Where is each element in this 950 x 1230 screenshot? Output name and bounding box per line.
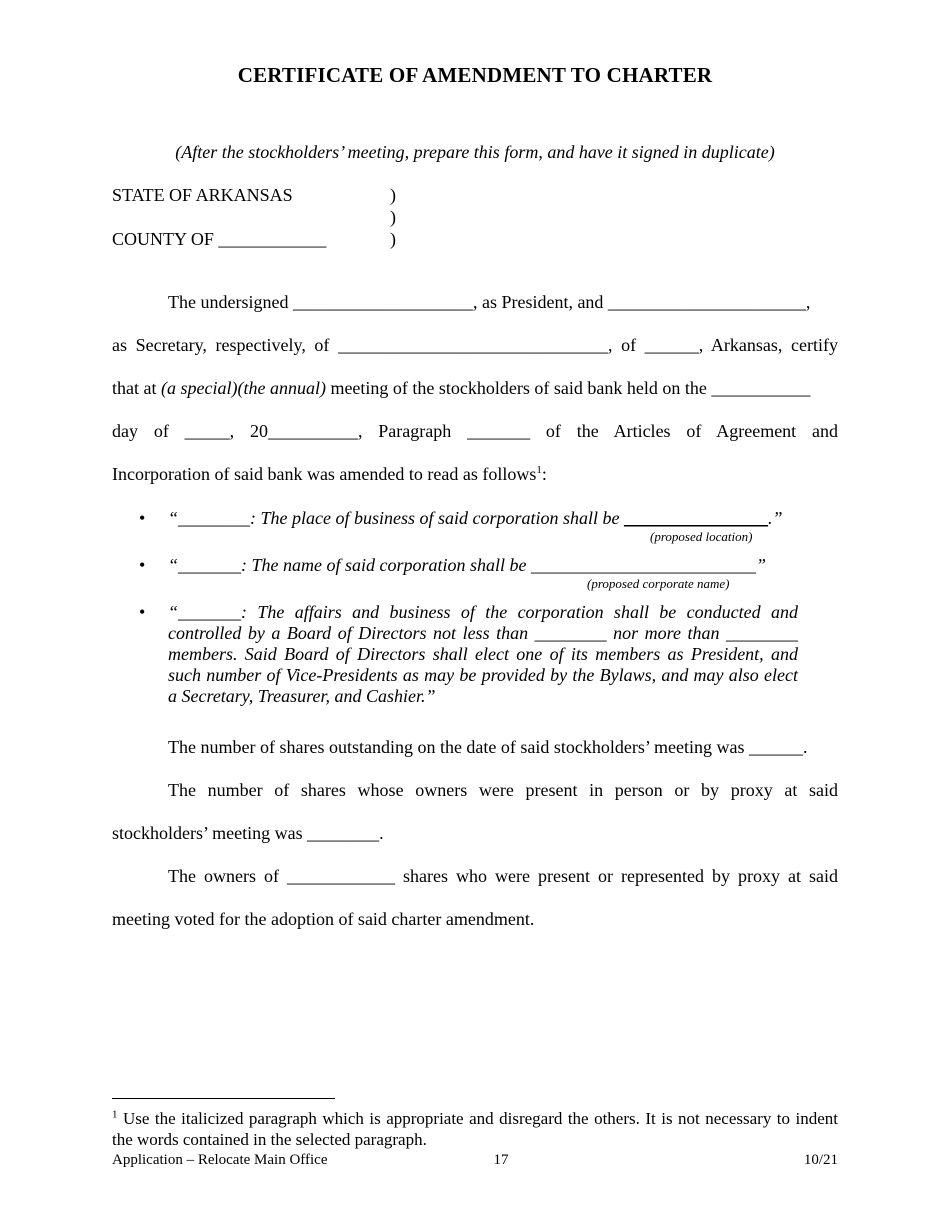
footnote-ref: 1: [536, 464, 542, 476]
meeting-type-options: (a special)(the annual): [160, 378, 326, 398]
footer-document-name: Application – Relocate Main Office: [112, 1152, 328, 1168]
certification-paragraph: [112, 281, 838, 496]
bullet-place-of-business: • “________: The place of business of said corporation shall be ________________.” (proposed location): [139, 508, 783, 544]
body-line: Incorporation of said bank was amended to read as follows$^1$:: [112, 464, 547, 484]
county-label: COUNTY OF ____________: [112, 229, 327, 249]
proposed-location-caption: (proposed location): [650, 529, 753, 544]
page-footer: [112, 1151, 838, 1169]
shares-voting-cont: meeting voted for the adoption of said charter amendment.: [112, 909, 535, 929]
shares-section: [112, 726, 838, 941]
bullet-dot-icon: •: [139, 508, 146, 528]
instructions-subtitle: (After the stockholders’ meeting, prepare this form, and have it signed in duplicate): [175, 142, 775, 162]
page-title: CERTIFICATE OF AMENDMENT TO CHARTER: [237, 63, 713, 87]
footnote-divider: [112, 1098, 335, 1099]
shares-present: The number of shares whose owners were present in person or by proxy at said: [168, 780, 838, 800]
proposed-location-blank: ________________: [624, 508, 768, 528]
venue-block: [112, 184, 396, 250]
footnote: $^1$ Use the italicized paragraph which is appropriate and disregard the others. It is not necessary to indent the words contained in the selected paragraph.: [112, 1108, 838, 1149]
page-number: 17: [493, 1152, 509, 1168]
body-line: The undersigned ____________________, as President, and ______________________,: [168, 292, 811, 312]
bullet-board-of-directors: • “_______: The affairs and business of the corporation shall be conducted and controlled by a Board of Directors not less than ________ nor more than ________ members. Said Board of Directors shall elect one of its members as President, and such number of Vice-Presidents as may be provided by the Bylaws, and may also elect a Secretary, Treasurer, and Cashier.”: [139, 602, 798, 706]
shares-outstanding: The number of shares outstanding on the date of said stockholders’ meeting was ______.: [168, 737, 808, 757]
bullet-corporate-name: • “_______: The name of said corporation shall be _________________________” (proposed corporate name): [139, 555, 767, 591]
state-label: STATE OF ARKANSAS: [112, 185, 293, 205]
venue-paren: ): [390, 185, 396, 205]
venue-paren: ): [390, 229, 396, 249]
body-line: day of _____, 20__________, Paragraph _______ of the Articles of Agreement and: [112, 421, 838, 441]
body-line: that at (a special)(the annual) meeting of the stockholders of said bank held on the ___________: [112, 378, 811, 398]
body-line: as Secretary, respectively, of ______________________________, of ______, Arkansas, certify: [112, 335, 838, 355]
paragraph-number-blank: ________: [178, 508, 251, 528]
venue-paren: ): [390, 207, 396, 227]
shares-voting: The owners of ____________ shares who were present or represented by proxy at said: [168, 866, 838, 886]
bullet-dot-icon: •: [139, 555, 146, 575]
bullet-dot-icon: •: [139, 602, 146, 622]
footnote-number: 1: [112, 1108, 118, 1121]
footer-revision-date: 10/21: [803, 1152, 838, 1168]
shares-present-cont: stockholders’ meeting was ________.: [112, 823, 384, 843]
proposed-name-caption: (proposed corporate name): [587, 576, 730, 591]
